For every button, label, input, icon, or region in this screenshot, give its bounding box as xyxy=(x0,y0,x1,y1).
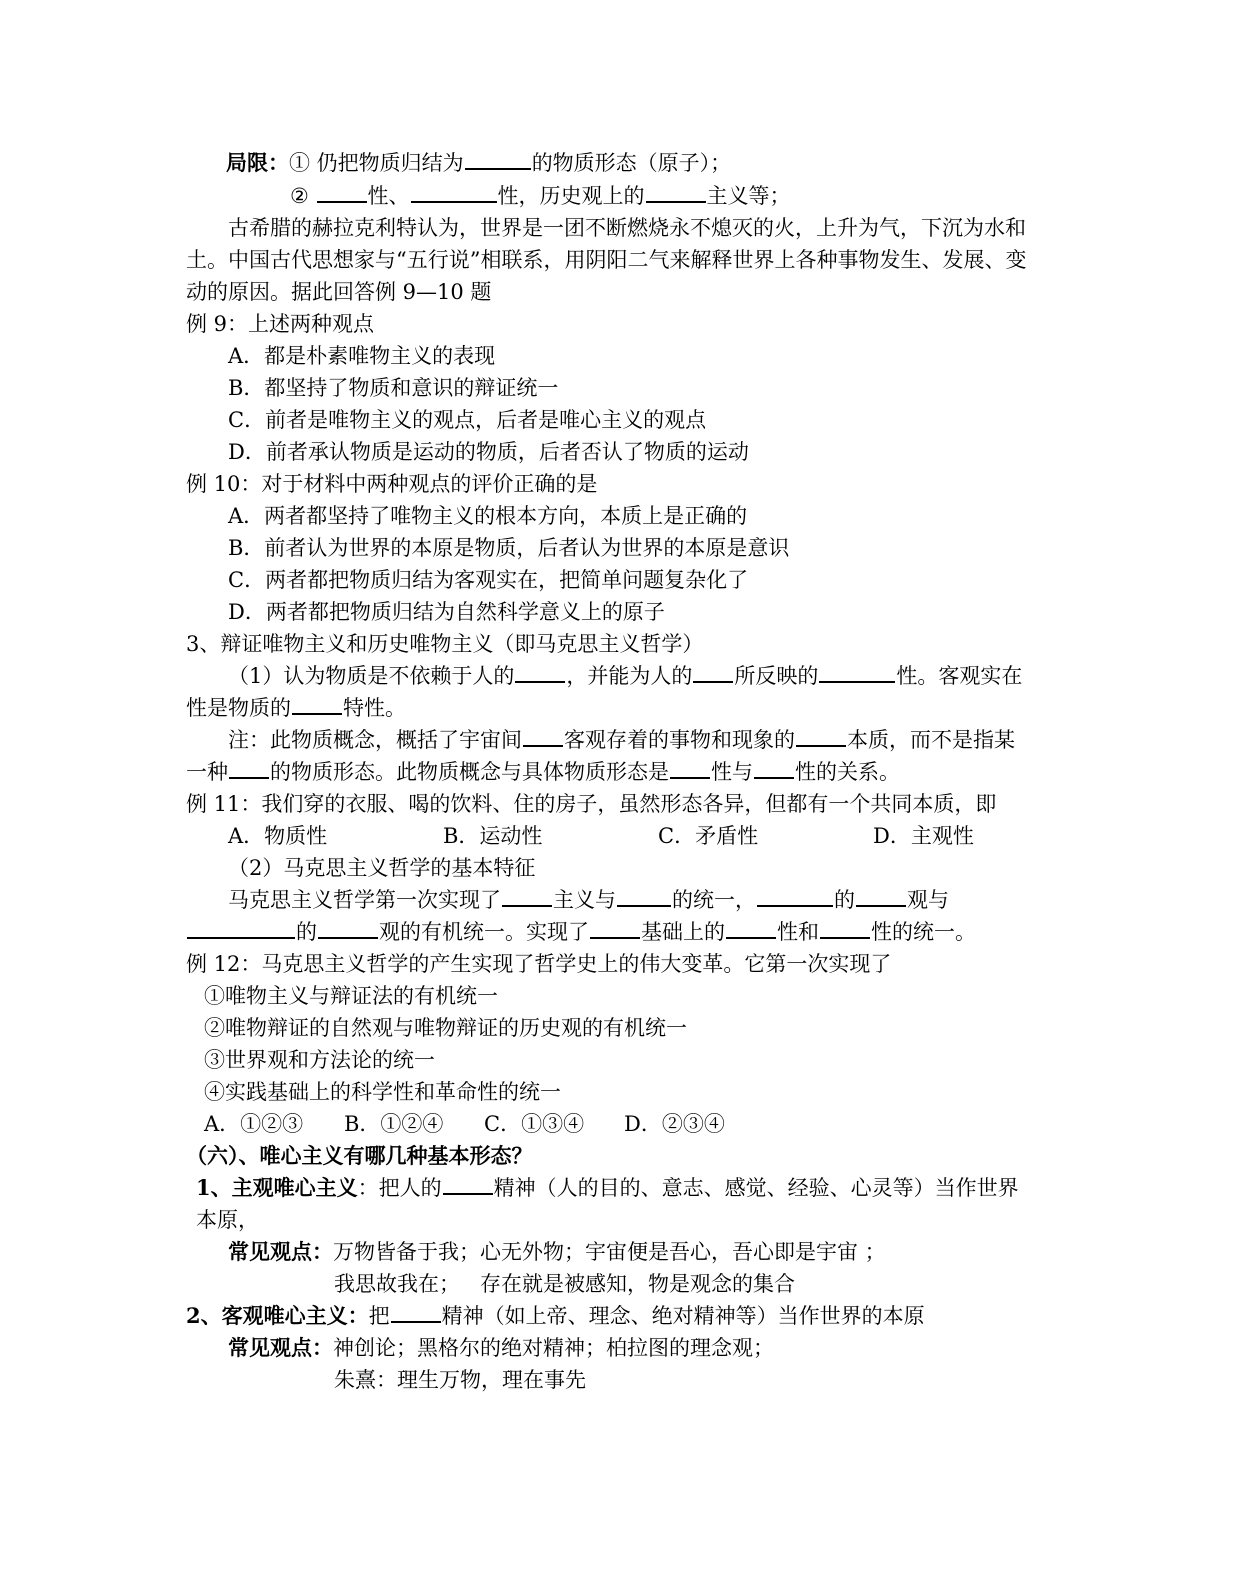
q9-option-d: D．前者承认物质是运动的物质，后者否认了物质的运动 xyxy=(228,440,749,464)
features-line-2 xyxy=(186,917,976,947)
question-10: 例 10：对于材料中两种观点的评价正确的是 xyxy=(186,472,598,496)
passage-line-2: 土。中国古代思想家与“五行说”相联系，用阴阳二气来解释世界上各种事物发生、发展、变 xyxy=(186,248,1027,272)
text-segment: （1）认为物质是不依赖于人的 xyxy=(228,664,515,688)
blank-line xyxy=(693,661,733,683)
blank-line xyxy=(411,181,497,203)
text-segment: 把 xyxy=(368,1304,390,1328)
subsection-2-heading: （2）马克思主义哲学的基本特征 xyxy=(228,856,536,880)
limitation-line-2 xyxy=(290,181,791,211)
question-9: 例 9：上述两种观点 xyxy=(186,312,375,336)
blank-line xyxy=(502,885,552,907)
subjective-views-line-1 xyxy=(228,1237,886,1267)
text-segment: 的统一， xyxy=(672,888,756,912)
question-12: 例 12：马克思主义哲学的产生实现了哲学史上的伟大变革。它第一次实现了 xyxy=(186,952,892,976)
blank-line xyxy=(819,661,895,683)
blank-line xyxy=(617,885,671,907)
text-segment: ① 仍把物质归结为 xyxy=(289,151,464,175)
blank-line xyxy=(856,885,906,907)
blank-line xyxy=(820,917,870,939)
text-segment: 性的统一。 xyxy=(871,920,976,944)
text-segment: 精神（人的目的、意志、感觉、经验、心灵等）当作世界 xyxy=(493,1176,1019,1200)
subjective-idealism-label: 1、主观唯心主义 xyxy=(196,1175,358,1200)
note-line-2 xyxy=(186,757,900,787)
text-segment: 注：此物质概念，概括了宇宙间 xyxy=(228,728,522,752)
section-6-heading: （六）、唯心主义有哪几种基本形态？ xyxy=(186,1143,533,1168)
q12-item-4: ④实践基础上的科学性和革命性的统一 xyxy=(204,1080,561,1104)
text-segment: 观的有机统一。实现了 xyxy=(379,920,589,944)
text-segment: 本质，而不是指某 xyxy=(847,728,1015,752)
q9-option-b: B．都坚持了物质和意识的辩证统一 xyxy=(228,376,559,400)
text-segment: 神创论；黑格尔的绝对精神；柏拉图的理念观； xyxy=(333,1336,774,1360)
blank-line xyxy=(590,917,640,939)
text-segment: ② xyxy=(290,184,309,208)
blank-line xyxy=(754,757,794,779)
text-segment: 所反映的 xyxy=(734,664,819,688)
question-11: 例 11：我们穿的衣服、喝的饮料、住的房子，虽然形态各异，但都有一个共同本质，即 xyxy=(186,792,997,816)
blank-line xyxy=(391,1301,441,1323)
q12-option-d: D．②③④ xyxy=(624,1112,725,1136)
blank-line xyxy=(292,693,342,715)
blank-line xyxy=(670,757,710,779)
text-segment: 的 xyxy=(296,920,317,944)
objective-views-line-1 xyxy=(228,1333,774,1363)
q12-item-3: ③世界观和方法论的统一 xyxy=(204,1048,435,1072)
blank-line xyxy=(229,757,269,779)
text-segment: 精神（如上帝、理念、绝对精神等）当作世界的本原 xyxy=(441,1304,925,1328)
passage-line-3: 动的原因。据此回答例 9—10 题 xyxy=(186,280,492,304)
objective-idealism-label: 2、客观唯心主义： xyxy=(186,1303,369,1328)
text-segment: 性。客观实在 xyxy=(896,664,1023,688)
blank-line xyxy=(796,725,846,747)
text-segment: 基础上的 xyxy=(641,920,725,944)
q11-option-a: A．物质性 xyxy=(228,824,328,848)
subjective-idealism-line-1 xyxy=(196,1173,1019,1203)
objective-idealism-line xyxy=(186,1301,925,1331)
blank-line xyxy=(757,885,833,907)
q10-option-a: A．两者都坚持了唯物主义的根本方向，本质上是正确的 xyxy=(228,504,748,528)
text-segment: 性是物质的 xyxy=(186,696,291,720)
definition-line-2 xyxy=(186,693,406,723)
features-line-1 xyxy=(228,885,949,915)
text-segment: 性与 xyxy=(711,760,753,784)
q9-option-c: C．前者是唯物主义的观点，后者是唯心主义的观点 xyxy=(228,408,707,432)
q12-item-2: ②唯物辩证的自然观与唯物辩证的历史观的有机统一 xyxy=(204,1016,687,1040)
limitation-label: 局限： xyxy=(226,150,289,175)
limitation-line-1 xyxy=(226,148,731,178)
blank-line xyxy=(726,917,776,939)
text-segment: 一种 xyxy=(186,760,228,784)
blank-line xyxy=(523,725,563,747)
q9-option-a: A．都是朴素唯物主义的表现 xyxy=(228,344,496,368)
q11-option-d: D．主观性 xyxy=(873,824,974,848)
text-segment: 的物质形态（原子）； xyxy=(531,151,732,175)
text-segment: ，并能为人的 xyxy=(566,664,693,688)
text-segment: 主义与 xyxy=(553,888,616,912)
text-segment: 的物质形态。此物质概念与具体物质形态是 xyxy=(270,760,669,784)
text-segment: ：把人的 xyxy=(357,1176,442,1200)
q11-option-c: C．矛盾性 xyxy=(658,824,759,848)
blank-line xyxy=(646,181,706,203)
subjective-views-line-2: 我思故我在； 存在就是被感知，物是观念的集合 xyxy=(334,1272,796,1296)
subjective-idealism-line-2: 本原， xyxy=(196,1208,259,1232)
blank-line xyxy=(317,181,367,203)
definition-line-1 xyxy=(228,661,1022,691)
text-segment: 性，历史观上的 xyxy=(497,184,645,208)
q12-option-b: B．①②④ xyxy=(344,1112,444,1136)
q11-option-b: B．运动性 xyxy=(443,824,543,848)
q10-option-d: D．两者都把物质归结为自然科学意义上的原子 xyxy=(228,600,665,624)
blank-line xyxy=(443,1173,493,1195)
section-3-heading: 3、辩证唯物主义和历史唯物主义（即马克思主义哲学） xyxy=(186,632,704,656)
text-segment: 的 xyxy=(834,888,855,912)
text-segment: 性的关系。 xyxy=(795,760,900,784)
text-segment: 特性。 xyxy=(343,696,406,720)
passage-line-1: 古希腊的赫拉克利特认为，世界是一团不断燃烧永不熄灭的火，上升为气，下沉为水和 xyxy=(228,216,1026,240)
text-segment: 客观存着的事物和现象的 xyxy=(564,728,795,752)
text-segment: 万物皆备于我；心无外物；宇宙便是吾心，吾心即是宇宙 ； xyxy=(333,1240,886,1264)
q10-option-c: C．两者都把物质归结为客观实在，把简单问题复杂化了 xyxy=(228,568,749,592)
blank-line xyxy=(318,917,378,939)
blank-line xyxy=(465,148,531,170)
q12-option-c: C．①③④ xyxy=(484,1112,585,1136)
blank-line xyxy=(515,661,565,683)
text-segment: 性、 xyxy=(367,184,410,208)
note-line-1 xyxy=(228,725,1015,755)
objective-views-line-2: 朱熹：理生万物，理在事先 xyxy=(334,1368,586,1392)
q12-option-a: A．①②③ xyxy=(204,1112,304,1136)
text-segment: 性和 xyxy=(777,920,819,944)
common-views-label: 常见观点： xyxy=(228,1239,333,1264)
q10-option-b: B．前者认为世界的本原是物质，后者认为世界的本原是意识 xyxy=(228,536,790,560)
text-segment: 观与 xyxy=(907,888,949,912)
blank-line xyxy=(187,917,295,939)
text-segment: 马克思主义哲学第一次实现了 xyxy=(228,888,501,912)
q12-item-1: ①唯物主义与辩证法的有机统一 xyxy=(204,984,498,1008)
common-views-label: 常见观点： xyxy=(228,1335,333,1360)
text-segment: 主义等； xyxy=(706,184,791,208)
